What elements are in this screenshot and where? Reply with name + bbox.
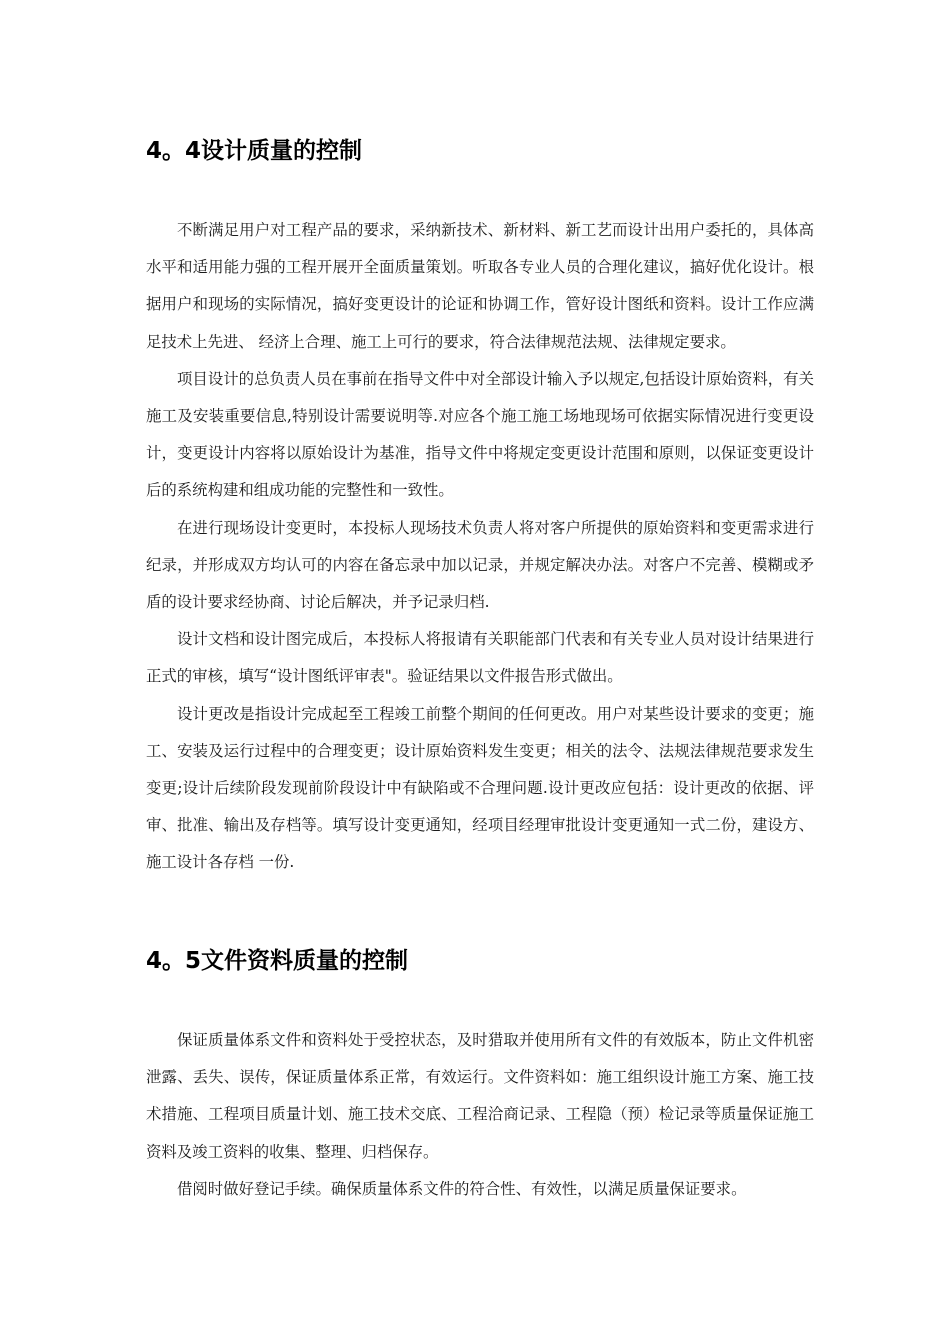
section-heading: 4。4设计质量的控制 (146, 138, 363, 164)
paragraph: 在进行现场设计变更时，本投标人现场技术负责人将对客户所提供的原始资料和变更需求进行纪录，并形成双方均认可的内容在备忘录中加以记录，并规定解决办法。对客户不完善、模糊或矛盾的设计要求经协商、讨论后解决，并予记录归档. (146, 518, 814, 612)
paragraph: 保证质量体系文件和资料处于受控状态，及时猎取并使用所有文件的有效版本，防止文件机密泄露、丢失、误传，保证质量体系正常，有效运行。文件资料如：施工组织设计施工方案、施工技术措施、工程项目质量计划、施工技术交底、工程洽商记录、工程隐（预）检记录等质量保证施工资料及竣工资料的收集、整理、归档保存。 (146, 1031, 814, 1161)
paragraph: 借阅时做好登记手续。确保质量体系文件的符合性、有效性，以满足质量保证要求。 (177, 1179, 747, 1198)
paragraph: 项目设计的总负责人员在事前在指导文件中对全部设计输入予以规定,包括设计原始资料，有关施工及安装重要信息,特别设计需要说明等.对应各个施工施工场地现场可依据实际情况进行变更设计，变更设计内容将以原始设计为基准，指导文件中将规定变更设计范围和原则，以保证变更设计后的系统构建和组成功能的完整性和一致性。 (146, 369, 814, 500)
paragraph: 不断满足用户对工程产品的要求，采纳新技术、新材料、新工艺而设计出用户委托的，具体高水平和适用能力强的工程开展开全面质量策划。听取各专业人员的合理化建议，搞好优化设计。根据用户和现场的实际情况，搞好变更设计的论证和协调工作，管好设计图纸和资料。设计工作应满足技术上先进、 经济上合理、施工上可行的要求，符合法律规范法规、法律规定要求。 (146, 221, 814, 351)
section-4-5 (146, 946, 814, 1208)
paragraph: 设计文档和设计图完成后，本投标人将报请有关职能部门代表和有关专业人员对设计结果进行正式的审核，填写“设计图纸评审表"。验证结果以文件报告形式做出。 (146, 630, 814, 686)
section-4-4 (146, 136, 814, 882)
section-heading: 4。5文件资料质量的控制 (146, 948, 409, 974)
paragraph: 设计更改是指设计完成起至工程竣工前整个期间的任何更改。用户对某些设计要求的变更；施工、安装及运行过程中的合理变更；设计原始资料发生变更；相关的法令、法规法律规范要求发生变更;设计后续阶段发现前阶段设计中有缺陷或不合理问题.设计更改应包括：设计更改的依据、评审、批准、输出及存档等。填写设计变更通知，经项目经理审批设计变更通知一式二份，建设方、施工设计各存档 一份. (146, 704, 814, 872)
